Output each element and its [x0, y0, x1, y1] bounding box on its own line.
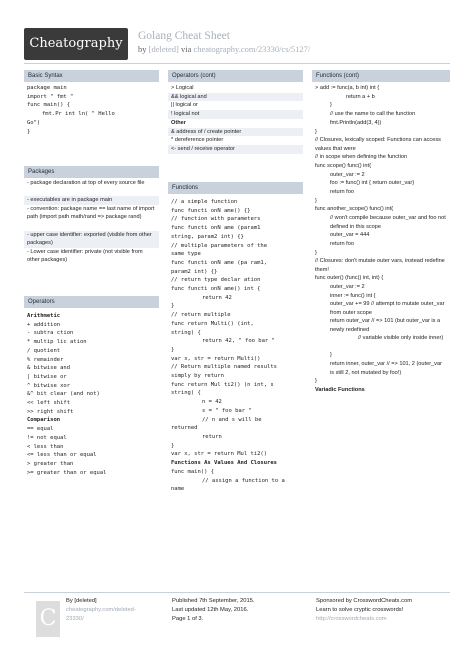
code-line: } — [330, 352, 332, 359]
code-line: + addition — [27, 321, 61, 328]
code-line: Comparison — [27, 417, 61, 424]
code-line: Arithmetic — [27, 313, 61, 319]
sheet-url-link[interactable]: cheatography.com/23330/cs/5127/ — [193, 44, 311, 54]
code-line: n = 42 — [202, 399, 222, 406]
published-date: Published 7th September, 2015. — [172, 598, 255, 604]
footer — [24, 592, 450, 652]
section-header: Functions — [168, 182, 303, 194]
code-line: } — [171, 442, 175, 449]
code-line: import " fmt " — [27, 93, 74, 100]
code-line: inner := func() int { — [330, 292, 376, 299]
footer-author — [66, 597, 144, 624]
code-line: <= less than or equal — [27, 452, 97, 459]
code-line: // use the name to call the function — [330, 111, 416, 118]
code-line: // in scope when defining the function — [315, 154, 408, 161]
code-line: // won't compile because outer_var and foo not defined in this scope — [330, 215, 446, 230]
section-header: Packages — [24, 166, 159, 178]
code-line: == equal — [27, 426, 54, 433]
code-line: foo := func() int { return outer_var} — [330, 180, 415, 187]
code-line: / quotient — [27, 347, 61, 354]
code-line: fmt.Pr int ln( " Hello — [42, 111, 115, 118]
code-line: // Closures, lexically scoped: Functions can access values that were — [315, 137, 441, 152]
list-item: Other — [171, 119, 186, 126]
code-line: } — [171, 346, 175, 353]
section-header: Operators (cont) — [168, 70, 303, 82]
code-line: >= greater than or equal — [27, 469, 107, 476]
code-line: var x, str = return Mul ti2() — [171, 451, 268, 458]
code-line: return — [202, 433, 222, 440]
code-line: &^ bit clear (and not) — [27, 391, 100, 398]
code-line: - subtra ction — [27, 330, 74, 337]
cheatography-logo[interactable]: Cheatography — [24, 28, 128, 60]
list-item: - package declaration at top of every source file — [27, 180, 145, 186]
code-line: string) { — [171, 390, 201, 397]
functions-section — [168, 182, 303, 494]
code-line: Functions As Values And Closures — [171, 460, 277, 467]
list-item: - Lower case identifier: private (not visible from other packages) — [27, 248, 143, 264]
list-item: > Logical — [171, 85, 194, 91]
code-line: return a + b — [346, 93, 375, 100]
byline-via: via — [178, 44, 194, 54]
code-line: simply by return — [171, 373, 224, 380]
code-line: outer_var += 99 // attempt to mutate outer_var from outer scope — [330, 301, 445, 317]
code-line: return outer_var // => 101 (but outer_var is a newly redefined — [330, 318, 441, 334]
code-line: % remainder — [27, 356, 64, 363]
code-line: returned — [171, 425, 198, 432]
footer-author-link[interactable]: [deleted] — [74, 598, 97, 604]
list-item: && logical and — [168, 93, 303, 102]
code-line: outer_var := 2 — [330, 171, 365, 178]
list-item: * dereference pointer — [171, 137, 224, 144]
list-item: & address of / create pointer — [168, 128, 303, 137]
code-line: // return multiple — [171, 312, 231, 319]
code-line: func return Multi() (int, — [171, 320, 254, 327]
code-line: } — [315, 128, 317, 135]
byline-by: by — [138, 44, 149, 54]
code-line: outer_var = 444 — [330, 232, 370, 239]
code-line: return 42 — [202, 294, 232, 301]
code-line: // Closures: don't mutate outer vars, instead redefine them! — [315, 258, 445, 273]
code-line: Go") — [27, 119, 41, 126]
sponsor-tagline: Learn to solve cryptic crosswords! — [316, 607, 404, 613]
sponsor-url[interactable]: http://crosswordcheats.com — [316, 616, 387, 622]
code-line: name — [171, 486, 185, 493]
code-line: return foo — [330, 240, 354, 247]
footer-meta — [172, 597, 255, 624]
page-title: Golang Cheat Sheet — [138, 30, 230, 42]
code-line: } — [330, 102, 332, 109]
author-link[interactable]: [deleted] — [148, 44, 179, 54]
code-line: func main() { — [27, 102, 71, 109]
code-line: var x, str = return Multi() — [171, 355, 261, 362]
code-line: func main() { — [171, 468, 215, 475]
code-line: & bitwise and — [27, 365, 71, 372]
functions-cont-section — [312, 70, 450, 394]
code-line: func another_scope() func() int{ — [315, 206, 394, 213]
basic-syntax-section — [24, 70, 159, 136]
code-line: } — [315, 249, 317, 256]
page-number: Page 1 of 3. — [172, 616, 204, 622]
code-line: func functi onN ame() int { — [171, 286, 261, 293]
code-line: func outer() (func() int, int) { — [315, 275, 384, 282]
code-line: // function with parameters — [171, 216, 261, 223]
code-line: > greater than — [27, 460, 74, 467]
code-line: // Return multiple named results — [171, 364, 277, 371]
code-line: | bitwise or — [27, 373, 67, 380]
code-line: } — [315, 378, 317, 385]
code-line: param2 int) {} — [171, 268, 218, 275]
code-line: ^ bitwise xor — [27, 382, 71, 389]
code-line: * multip lic ation — [27, 339, 87, 346]
list-item: <- send / receive operator — [168, 145, 303, 154]
packages-section — [24, 166, 159, 265]
byline — [138, 44, 310, 54]
code-line: // multiple parameters of the — [171, 242, 268, 249]
footer-author-url[interactable]: cheatography.com/deleted-23330/ — [66, 607, 136, 622]
code-line: func functi onN ame (pa ram1, — [171, 259, 268, 266]
operators-cont-section — [168, 70, 303, 154]
code-line: s = " foo bar " — [202, 407, 252, 414]
code-line: return 42, " foo bar " — [202, 338, 275, 345]
code-line: != not equal — [27, 434, 67, 441]
code-line: outer_var := 2 — [330, 283, 365, 290]
section-header: Basic Syntax — [24, 70, 159, 82]
author-avatar-icon: C — [36, 601, 60, 637]
code-line: func scope() func() int{ — [315, 162, 371, 169]
code-line: return inner, outer_var // => 101, 2 (outer_var is still 2, not mutated by foo!) — [330, 361, 442, 376]
list-item: - convention: package name == last name of import path (import path math/rand => package rand) — [27, 205, 155, 221]
code-line: > add := func(a, b int) int { — [315, 85, 380, 91]
code-line: Variadic Functions — [315, 386, 365, 393]
list-item: - upper case identifier: exported (visible from other packages) — [24, 231, 159, 248]
code-line: // assign a function to a — [202, 477, 285, 484]
code-line: package main — [27, 85, 67, 91]
code-line: return foo — [330, 189, 354, 196]
section-header: Functions (cont) — [312, 70, 450, 82]
code-line: < less than — [27, 443, 64, 450]
code-line: // a simple function — [171, 199, 238, 205]
footer-sponsor — [316, 597, 412, 624]
footer-by: By — [66, 598, 75, 604]
list-item: ! logical not — [168, 110, 303, 119]
list-item: || logical or — [171, 102, 198, 109]
code-line: func functi onN ame (param1 — [171, 225, 261, 232]
code-line: // return type declar ation — [171, 277, 261, 284]
code-line: same type — [171, 251, 201, 258]
updated-date: Last updated 12th May, 2016. — [172, 607, 249, 613]
code-line: // n and s will be — [202, 416, 262, 423]
sponsor-link[interactable]: CrosswordCheats.com — [353, 598, 413, 604]
list-item: - executables are in package main — [24, 196, 159, 205]
code-line: // variable visible only inside inner) — [358, 335, 444, 342]
operators-section — [24, 296, 159, 477]
code-line: string, param2 int) {} — [171, 233, 244, 240]
code-line: fmt.Println(add(3, 4)) — [330, 119, 382, 126]
code-line: >> right shift — [27, 408, 74, 415]
code-line: func functi onN ame() {} — [171, 207, 251, 214]
code-line: } — [171, 303, 175, 310]
section-header: Operators — [24, 296, 159, 308]
code-line: << left shift — [27, 400, 71, 407]
header-divider — [24, 63, 450, 64]
sponsor-prefix: Sponsored by — [316, 598, 354, 604]
code-line: } — [315, 197, 317, 204]
code-line: } — [27, 128, 31, 135]
code-line: string) { — [171, 329, 201, 336]
code-line: func return Mul ti2() (n int, s — [171, 381, 274, 388]
